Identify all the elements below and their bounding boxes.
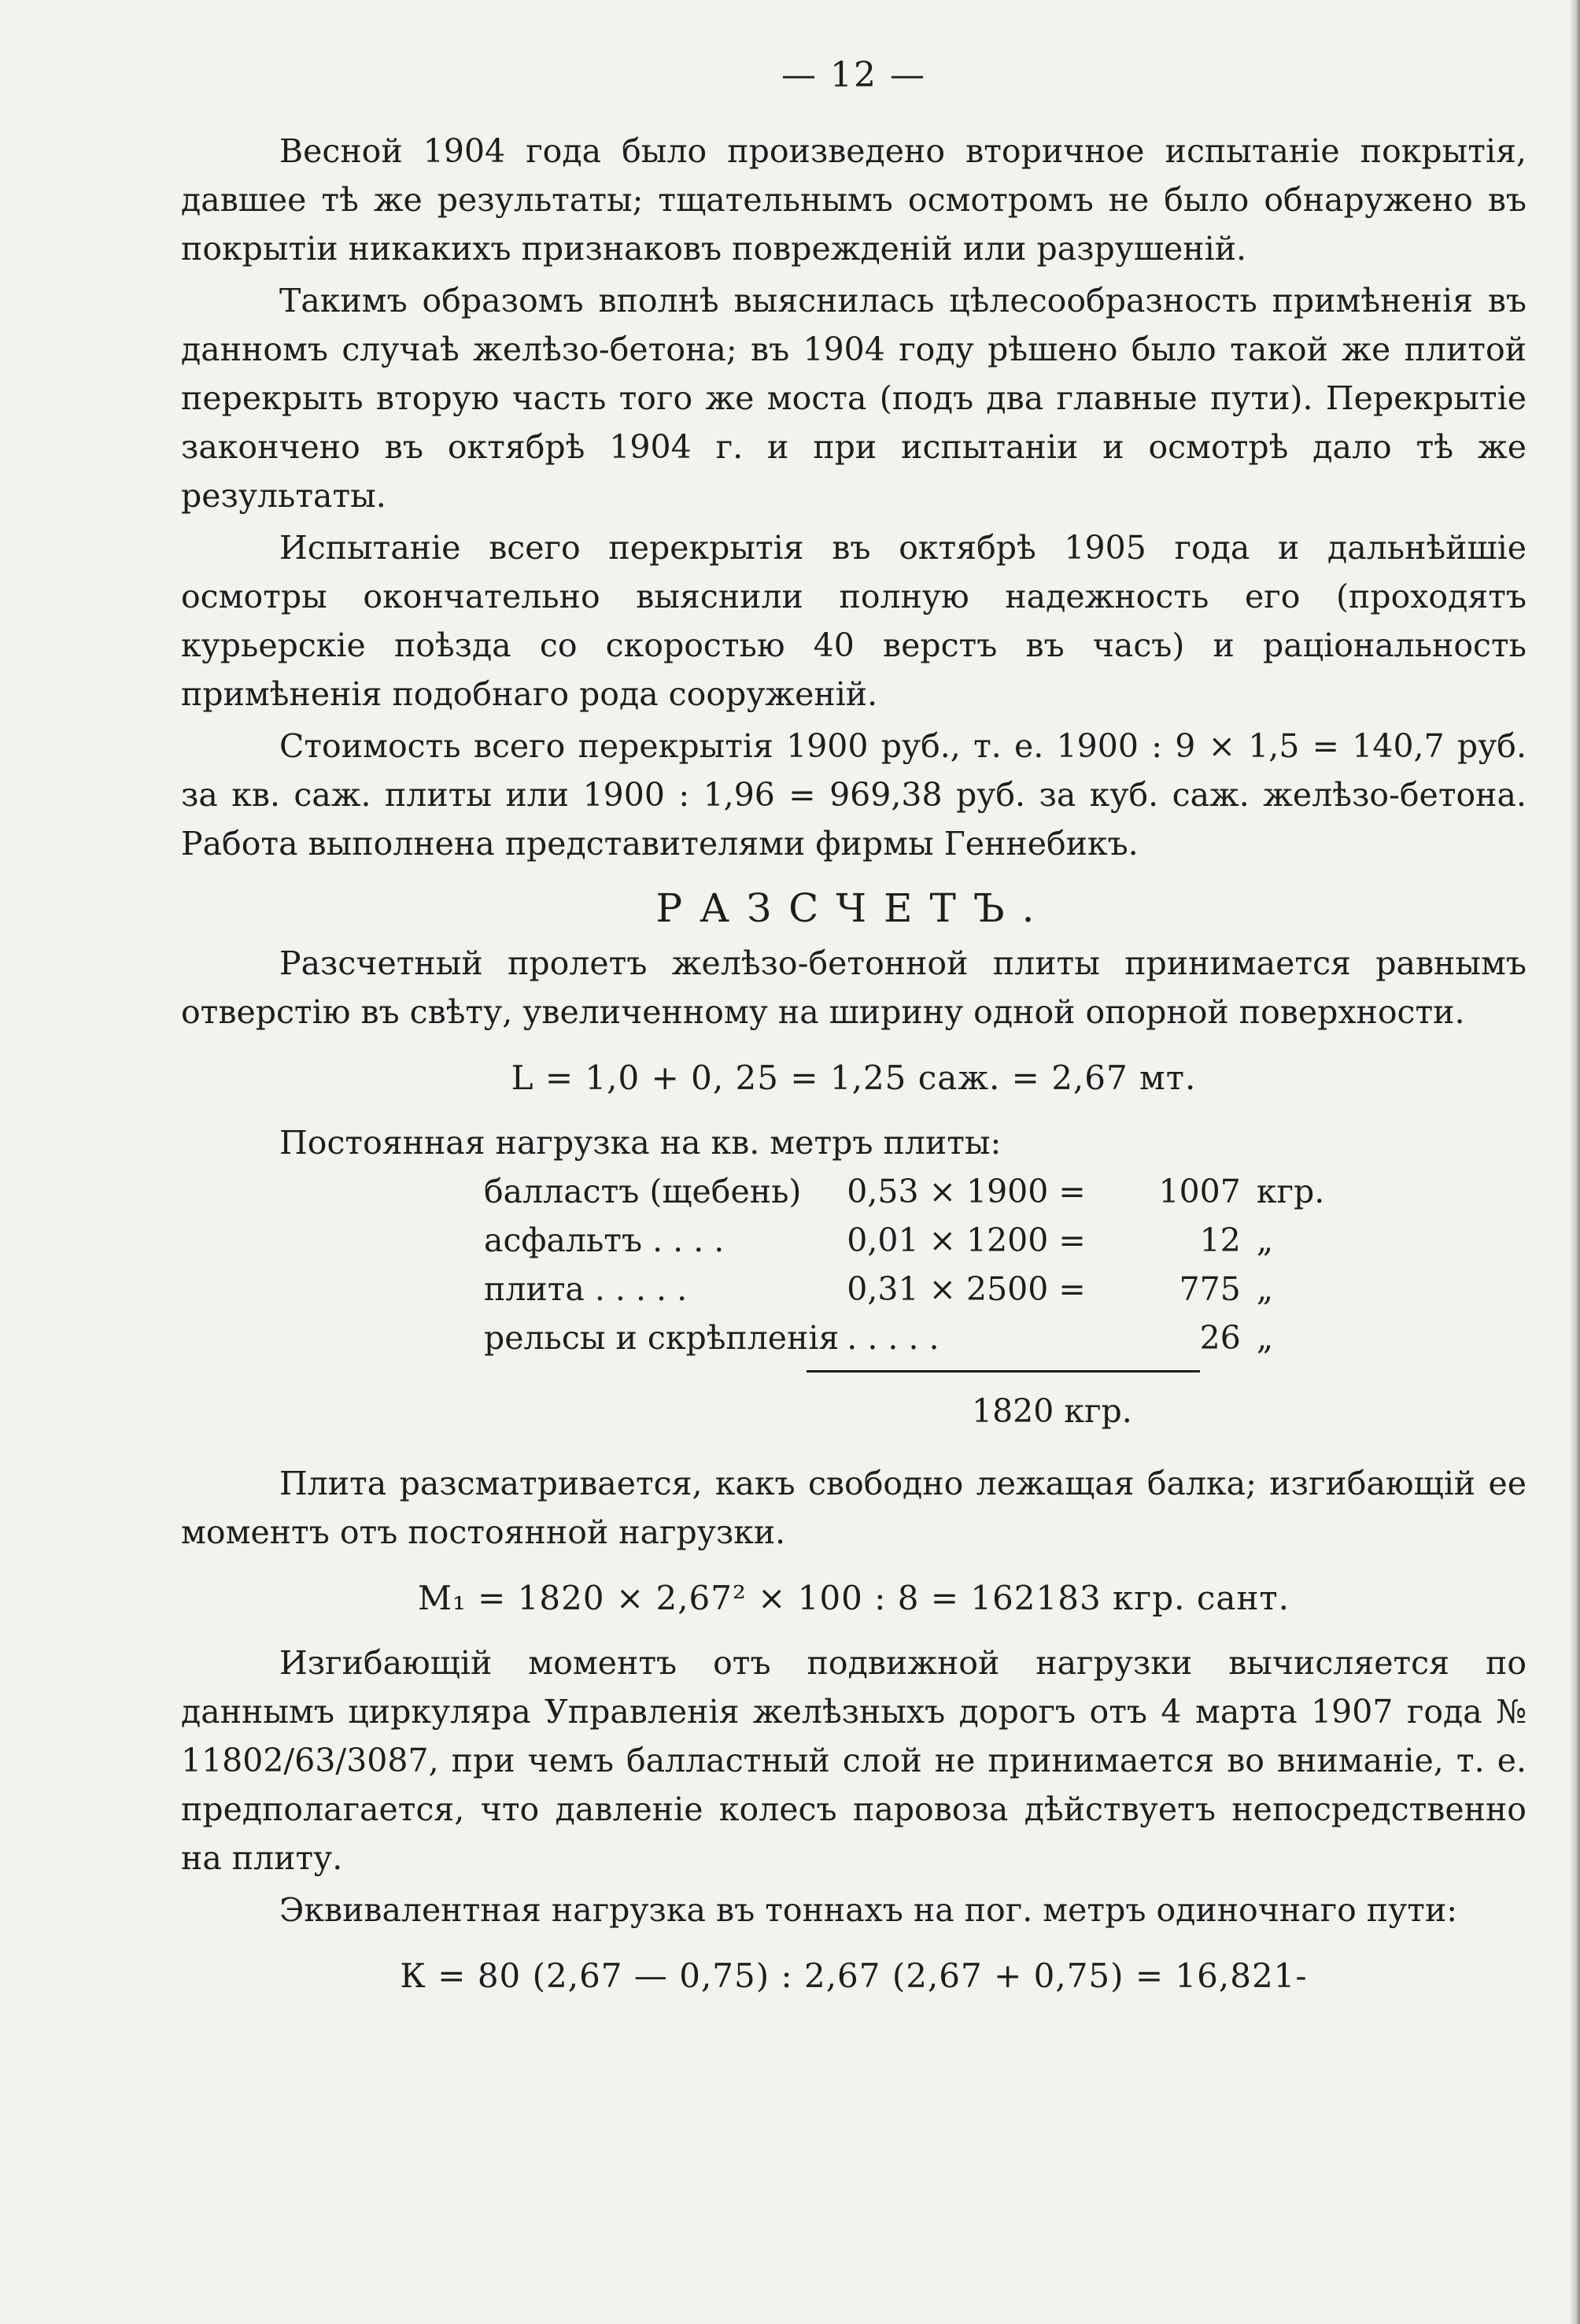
load-calc: 0,31 × 2500 = — [847, 1270, 1086, 1308]
load-unit: кгр. — [1256, 1173, 1325, 1210]
load-calc: 0,01 × 1200 = — [847, 1221, 1086, 1259]
load-value: 775 — [1179, 1270, 1241, 1308]
formula-equivalent: К = 80 (2,67 — 0,75) : 2,67 (2,67 + 0,75) = 16,821- — [400, 1956, 1308, 1995]
paragraph-span: Разсчетный пролетъ желѣзо-бетонной плиты принимается равнымъ отверстію въ свѣту, увеличенному на ширину одной опорной поверхности. — [181, 944, 1526, 1031]
paragraph-beam: Плита разсматривается, какъ свободно лежащая балка; изгибающій ее моментъ отъ постоянной нагрузки. — [181, 1465, 1526, 1551]
load-calc: 0,53 × 1900 = — [847, 1173, 1086, 1210]
document-page — [181, 55, 1526, 2016]
load-intro: Постоянная нагрузка на кв. метръ плиты: — [279, 1124, 1002, 1162]
page-edge-shadow — [1569, 0, 1580, 2324]
load-value: 12 — [1199, 1221, 1241, 1259]
load-total: 1820 кгр. — [972, 1392, 1132, 1430]
load-name: балластъ (щебень) — [484, 1173, 802, 1210]
load-unit: „ — [1256, 1221, 1274, 1259]
paragraph-equivalent-load: Эквивалентная нагрузка въ тоннахъ на пог. метръ одиночнаго пути: — [279, 1891, 1458, 1929]
load-value: 1007 — [1158, 1173, 1241, 1210]
section-heading: РАЗСЧЕТЪ. — [655, 885, 1052, 931]
sum-rule — [807, 1370, 1200, 1373]
load-name: асфальтъ . . . . — [484, 1221, 725, 1259]
load-name: рельсы и скрѣпленія — [484, 1319, 840, 1357]
load-row-rails — [484, 1313, 1334, 1362]
load-row-slab — [484, 1265, 1334, 1313]
paragraph-moving-load: Изгибающій моментъ отъ подвижной нагрузки вычисляется по даннымъ циркуляра Управленія желѣзныхъ дорогъ отъ 4 марта 1907 года № 11802/63/3087, при чемъ балластный слой не принимается во вниманіе, т. е. предполагается, что давленіе колесъ паровоза дѣйствуетъ непосредственно на плиту. — [181, 1644, 1526, 1877]
paragraph-retest: Весной 1904 года было произведено вторичное испытаніе покрытія, давшее тѣ же результаты; тщательнымъ осмотромъ не было обнаружено въ покрытіи никакихъ признаковъ поврежденій или разрушеній. — [181, 132, 1526, 268]
load-row-asphalt — [484, 1216, 1334, 1265]
load-table — [484, 1167, 1334, 1362]
page-number: — 12 — — [781, 55, 926, 95]
load-row-ballast — [484, 1167, 1334, 1216]
paragraph-cost: Стоимость всего перекрытія 1900 руб., т. е. 1900 : 9 × 1,5 = 140,7 руб. за кв. саж. плиты или 1900 : 1,96 = 969,38 руб. за куб. саж. желѣзо-бетона. Работа выполнена представителями фирмы Геннебикъ. — [181, 727, 1526, 863]
load-value: 26 — [1199, 1319, 1241, 1357]
formula-moment: M₁ = 1820 × 2,67² × 100 : 8 = 162183 кгр. сант. — [417, 1579, 1290, 1617]
paragraph-second-span: Такимъ образомъ вполнѣ выяснилась цѣлесообразность примѣненія въ данномъ случаѣ желѣзо-бетона; въ 1904 году рѣшено было такой же плитой перекрыть вторую часть того же моста (подъ два главные пути). Перекрытіе закончено въ октябрѣ 1904 г. и при испытаніи и осмотрѣ дало тѣ же результаты. — [181, 282, 1526, 515]
paragraph-test-1905: Испытаніе всего перекрытія въ октябрѣ 1905 года и дальнѣйшіе осмотры окончательно выяснили полную надежность его (проходятъ курьерскіе поѣзда со скоростью 40 верстъ въ часъ) и раціональность примѣненія подобнаго рода сооруженій. — [181, 529, 1526, 713]
formula-span-length: L = 1,0 + 0, 25 = 1,25 саж. = 2,67 мт. — [511, 1059, 1197, 1097]
load-name: плита . . . . . — [484, 1270, 688, 1308]
load-calc: . . . . . — [847, 1319, 940, 1357]
load-unit: „ — [1256, 1319, 1274, 1357]
load-unit: „ — [1256, 1270, 1274, 1308]
